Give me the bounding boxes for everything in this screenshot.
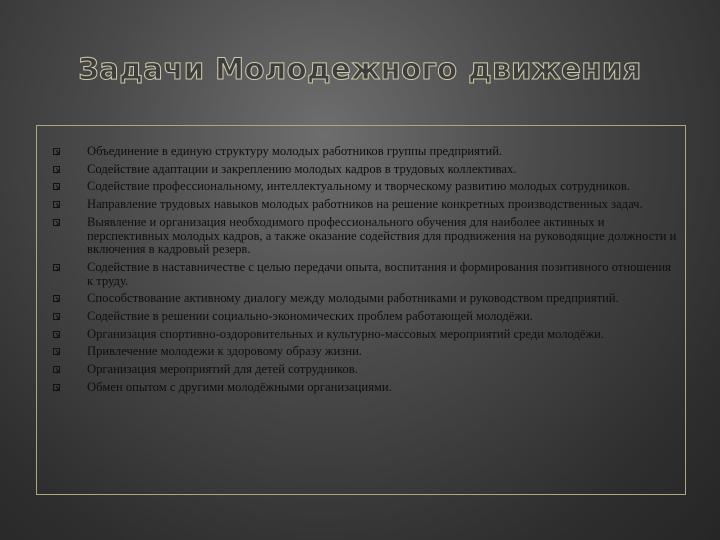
checkbox-arrow-icon: [53, 384, 60, 391]
checkbox-arrow-icon: [53, 295, 60, 302]
content-frame: [36, 125, 686, 495]
list-item: [37, 145, 685, 159]
checkbox-arrow-icon: [53, 348, 60, 355]
list-item: [37, 345, 685, 359]
list-item: [37, 292, 685, 306]
task-list: [37, 145, 685, 399]
list-item: [37, 261, 685, 288]
list-item: [37, 198, 685, 212]
list-item-text: Объединение в единую структуру молодых работников группы предприятий.: [87, 144, 503, 158]
checkbox-arrow-icon: [53, 183, 60, 190]
list-item-text: Содействие в решении социально-экономических проблем работающей молодёжи.: [87, 309, 533, 324]
list-item: [37, 381, 685, 395]
checkbox-arrow-icon: [53, 201, 60, 208]
list-item-text: Выявление и организация необходимого профессионального обучения для наиболее активных и перспективных молодых кадров, а также оказание содействия для продвижения на руководящие должности и включения в кадровый резерв.: [87, 214, 677, 257]
list-item-text: Организация мероприятий для детей сотрудников.: [87, 362, 358, 377]
list-item: [37, 328, 685, 342]
checkbox-arrow-icon: [53, 366, 60, 373]
list-item-text: Способствование активному диалогу между молодыми работниками и руководством предприятий.: [87, 291, 619, 306]
checkbox-arrow-icon: [53, 264, 60, 271]
list-item-text: Организация спортивно-оздоровительных и культурно-массовых мероприятий среди молодёжи.: [87, 326, 605, 341]
list-item-text: Привлечение молодежи к здоровому образу жизни.: [87, 344, 362, 359]
slide-title: Задачи Молодежного движения: [78, 52, 642, 86]
list-item: [37, 180, 685, 194]
list-item: [37, 163, 685, 177]
checkbox-arrow-icon: [53, 166, 60, 173]
checkbox-arrow-icon: [53, 148, 60, 155]
list-item: [37, 310, 685, 324]
checkbox-arrow-icon: [53, 331, 60, 338]
checkbox-arrow-icon: [53, 313, 60, 320]
list-item-text: Содействие в наставничестве с целью передачи опыта, воспитания и формирования позитивного отношения к труду.: [87, 259, 671, 288]
list-item-text: Обмен опытом с другими молодёжными организациями.: [87, 379, 392, 394]
list-item-text: Содействие адаптации и закреплению молодых кадров в трудовых коллективах.: [87, 161, 517, 176]
checkbox-arrow-icon: [53, 219, 60, 226]
list-item: [37, 363, 685, 377]
list-item-text: Содействие профессиональному, интеллектуальному и творческому развитию молодых сотрудников.: [87, 179, 630, 194]
list-item: [37, 216, 685, 257]
list-item-text: Направление трудовых навыков молодых работников на решение конкретных производственных задач.: [87, 197, 643, 212]
